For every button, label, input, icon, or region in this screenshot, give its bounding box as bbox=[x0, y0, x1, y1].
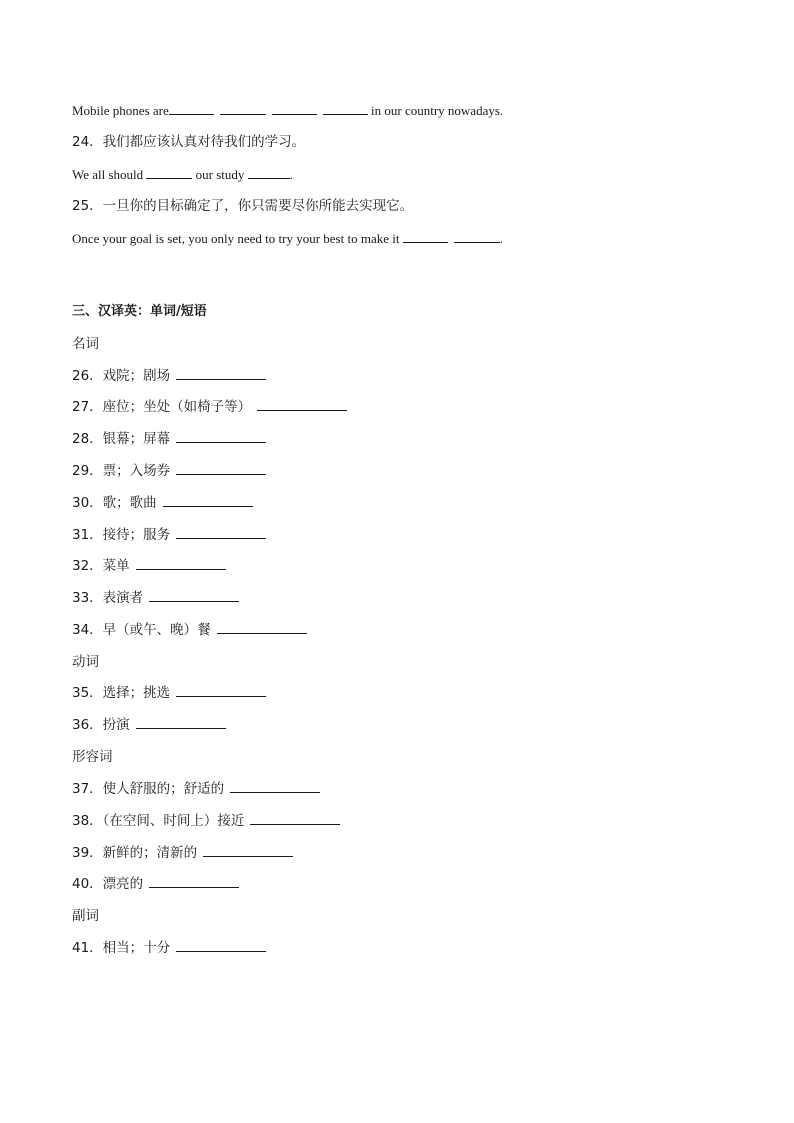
q41-prompt: 41．相当；十分 bbox=[72, 940, 171, 956]
q24-text-after: . bbox=[289, 167, 293, 182]
q28-prompt: 28．银幕；屏幕 bbox=[72, 431, 171, 447]
q34-item bbox=[72, 621, 307, 639]
category-noun: 名词 bbox=[72, 336, 99, 352]
q40-item bbox=[72, 875, 239, 893]
q27-answer-blank[interactable] bbox=[257, 398, 347, 411]
q34-prompt: 34．早（或午、晚）餐 bbox=[72, 622, 211, 638]
q25-text-after: . bbox=[499, 231, 503, 246]
category-adjective: 形容词 bbox=[72, 749, 113, 765]
q25-blank-2[interactable] bbox=[454, 230, 500, 243]
q33-prompt: 33．表演者 bbox=[72, 590, 144, 606]
q41-item bbox=[72, 939, 266, 957]
q23-blank-1[interactable] bbox=[169, 102, 214, 115]
q41-answer-blank[interactable] bbox=[176, 939, 266, 952]
q38-item bbox=[72, 812, 340, 830]
q23-english-sentence bbox=[72, 102, 503, 120]
q25-blank-1[interactable] bbox=[403, 230, 448, 243]
q36-item bbox=[72, 716, 226, 734]
q28-answer-blank[interactable] bbox=[176, 430, 266, 443]
q36-answer-blank[interactable] bbox=[136, 716, 226, 729]
q40-prompt: 40．漂亮的 bbox=[72, 876, 144, 892]
q30-answer-blank[interactable] bbox=[163, 494, 253, 507]
q23-blank-4[interactable] bbox=[323, 102, 368, 115]
q40-answer-blank[interactable] bbox=[149, 875, 239, 888]
q26-answer-blank[interactable] bbox=[176, 367, 266, 380]
q32-answer-blank[interactable] bbox=[136, 557, 226, 570]
q32-item bbox=[72, 557, 226, 575]
q27-item bbox=[72, 398, 347, 416]
q24-blank-1[interactable] bbox=[146, 166, 192, 179]
q23-blank-3[interactable] bbox=[272, 102, 317, 115]
q23-text-after: in our country nowadays. bbox=[367, 103, 504, 118]
category-adverb: 副词 bbox=[72, 908, 99, 924]
q24-blank-2[interactable] bbox=[248, 166, 290, 179]
q33-item bbox=[72, 589, 239, 607]
q29-item bbox=[72, 462, 266, 480]
q33-answer-blank[interactable] bbox=[149, 589, 239, 602]
q27-prompt: 27．座位；坐处（如椅子等） bbox=[72, 399, 252, 415]
q38-answer-blank[interactable] bbox=[250, 812, 340, 825]
q31-answer-blank[interactable] bbox=[176, 526, 266, 539]
q24-text-before: We all should bbox=[72, 167, 147, 182]
q38-prompt: 38．（在空间、时间上）接近 bbox=[72, 813, 245, 829]
q25-english-sentence bbox=[72, 230, 503, 248]
q32-prompt: 32．菜单 bbox=[72, 558, 130, 574]
q24-chinese-sentence: 24．我们都应该认真对待我们的学习。 bbox=[72, 134, 306, 150]
q29-prompt: 29．票；入场券 bbox=[72, 463, 171, 479]
q26-prompt: 26．戏院；剧场 bbox=[72, 368, 171, 384]
q39-item bbox=[72, 844, 293, 862]
q31-item bbox=[72, 526, 266, 544]
q35-answer-blank[interactable] bbox=[176, 684, 266, 697]
q39-prompt: 39．新鲜的；清新的 bbox=[72, 845, 198, 861]
section-3-title: 三、汉译英：单词/短语 bbox=[72, 304, 207, 319]
q23-text-before: Mobile phones are bbox=[72, 103, 169, 118]
q30-item bbox=[72, 494, 253, 512]
q23-blank-2[interactable] bbox=[220, 102, 266, 115]
q35-item bbox=[72, 684, 266, 702]
q39-answer-blank[interactable] bbox=[203, 844, 293, 857]
q31-prompt: 31．接待；服务 bbox=[72, 527, 171, 543]
q26-item bbox=[72, 367, 266, 385]
q35-prompt: 35．选择；挑选 bbox=[72, 685, 171, 701]
q34-answer-blank[interactable] bbox=[217, 621, 307, 634]
q37-answer-blank[interactable] bbox=[230, 780, 320, 793]
q24-english-sentence bbox=[72, 166, 293, 184]
q30-prompt: 30．歌；歌曲 bbox=[72, 495, 157, 511]
q36-prompt: 36．扮演 bbox=[72, 717, 130, 733]
q28-item bbox=[72, 430, 266, 448]
q29-answer-blank[interactable] bbox=[176, 462, 266, 475]
q25-chinese-sentence: 25．一旦你的目标确定了，你只需要尽你所能去实现它。 bbox=[72, 198, 414, 214]
q37-prompt: 37．使人舒服的；舒适的 bbox=[72, 781, 225, 797]
q24-text-mid: our study bbox=[192, 167, 248, 182]
q25-text-before: Once your goal is set, you only need to try your best to make it bbox=[72, 231, 403, 246]
q37-item bbox=[72, 780, 320, 798]
category-verb: 动词 bbox=[72, 654, 99, 670]
